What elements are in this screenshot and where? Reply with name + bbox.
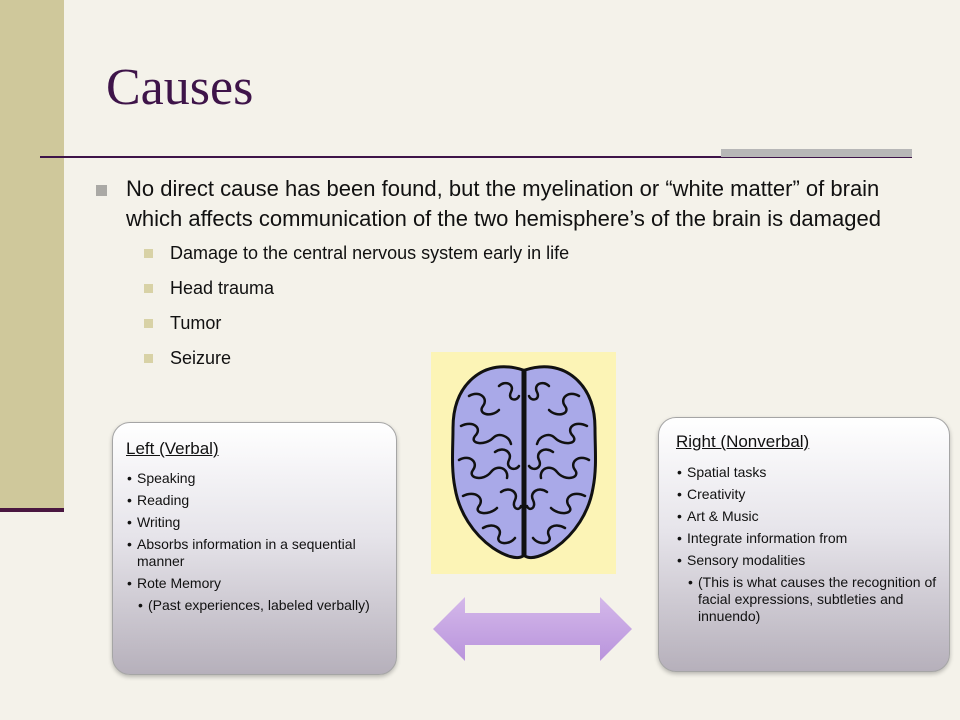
list-item-text: Art & Music: [687, 508, 759, 524]
left-hemisphere-panel: [112, 422, 397, 675]
bullet-dot-icon: •: [677, 530, 682, 546]
list-item-text: Rote Memory: [137, 575, 222, 591]
list-item-text: Spatial tasks: [687, 464, 767, 480]
sub-bullet-text: Seizure: [170, 348, 232, 368]
sub-list-item-text: (This is what causes the recognition of facial expressions, subtleties and innuendo): [698, 574, 937, 624]
right-panel-list: [675, 464, 941, 625]
square-bullet-icon: [144, 249, 153, 258]
main-bullet: [96, 174, 896, 234]
list-item-text: Speaking: [137, 470, 196, 486]
list-item-text: Creativity: [687, 486, 746, 502]
square-bullet-icon: [144, 354, 153, 363]
sub-bullet: [96, 277, 896, 300]
list-item: [675, 486, 941, 503]
sub-bullet-text: Head trauma: [170, 278, 275, 298]
sub-list-item-text: (Past experiences, labeled verbally): [148, 597, 370, 613]
bullet-dot-icon: •: [677, 486, 682, 502]
square-bullet-icon: [144, 284, 153, 293]
list-item: [125, 470, 387, 487]
bullet-dot-icon: •: [677, 464, 682, 480]
square-bullet-icon: [96, 185, 107, 196]
brain-image: [431, 352, 616, 574]
sub-bullet: [96, 242, 896, 265]
bullet-dot-icon: •: [138, 597, 143, 613]
list-item: [125, 536, 387, 570]
bullet-dot-icon: •: [127, 514, 132, 530]
bullet-dot-icon: •: [127, 575, 132, 591]
left-panel-list: [125, 470, 387, 614]
list-item-text: Writing: [137, 514, 181, 530]
right-hemisphere-panel: [658, 417, 950, 672]
bullet-dot-icon: •: [127, 536, 132, 552]
bullet-dot-icon: •: [677, 552, 682, 568]
right-panel-heading: Right (Nonverbal): [676, 432, 810, 451]
list-item: [675, 552, 941, 569]
list-item-text: Absorbs information in a sequential manner: [137, 536, 356, 569]
bullet-dot-icon: •: [677, 508, 682, 524]
bullet-dot-icon: •: [688, 574, 693, 590]
list-item-text: Sensory modalities: [687, 552, 806, 568]
list-item: [125, 514, 387, 531]
list-item: [125, 575, 387, 592]
list-item: [675, 464, 941, 481]
title-rule-accent: [721, 149, 912, 157]
left-panel-heading: Left (Verbal): [126, 439, 219, 458]
double-headed-arrow-icon: [431, 593, 634, 665]
list-item: [675, 508, 941, 525]
brain-icon: [439, 356, 609, 570]
list-item-text: Reading: [137, 492, 190, 508]
square-bullet-icon: [144, 319, 153, 328]
bullet-dot-icon: •: [127, 492, 132, 508]
main-bullet-text: No direct cause has been found, but the myelination or “white matter” of brain which affects communication of the two hemisphere’s of the brain is damaged: [126, 176, 881, 231]
side-band: [0, 0, 64, 512]
sub-list-item: [125, 597, 387, 614]
bullet-dot-icon: •: [127, 470, 132, 486]
sub-list-item: [675, 574, 941, 625]
bullet-list: [96, 174, 896, 382]
side-band-accent-line: [0, 508, 64, 512]
list-item: [125, 492, 387, 509]
sub-bullet-text: Damage to the central nervous system early in life: [170, 243, 570, 263]
sub-bullet-text: Tumor: [170, 313, 222, 333]
slide-title: Causes: [106, 59, 254, 116]
list-item: [675, 530, 941, 547]
sub-bullet: [96, 312, 896, 335]
list-item-text: Integrate information from: [687, 530, 848, 546]
